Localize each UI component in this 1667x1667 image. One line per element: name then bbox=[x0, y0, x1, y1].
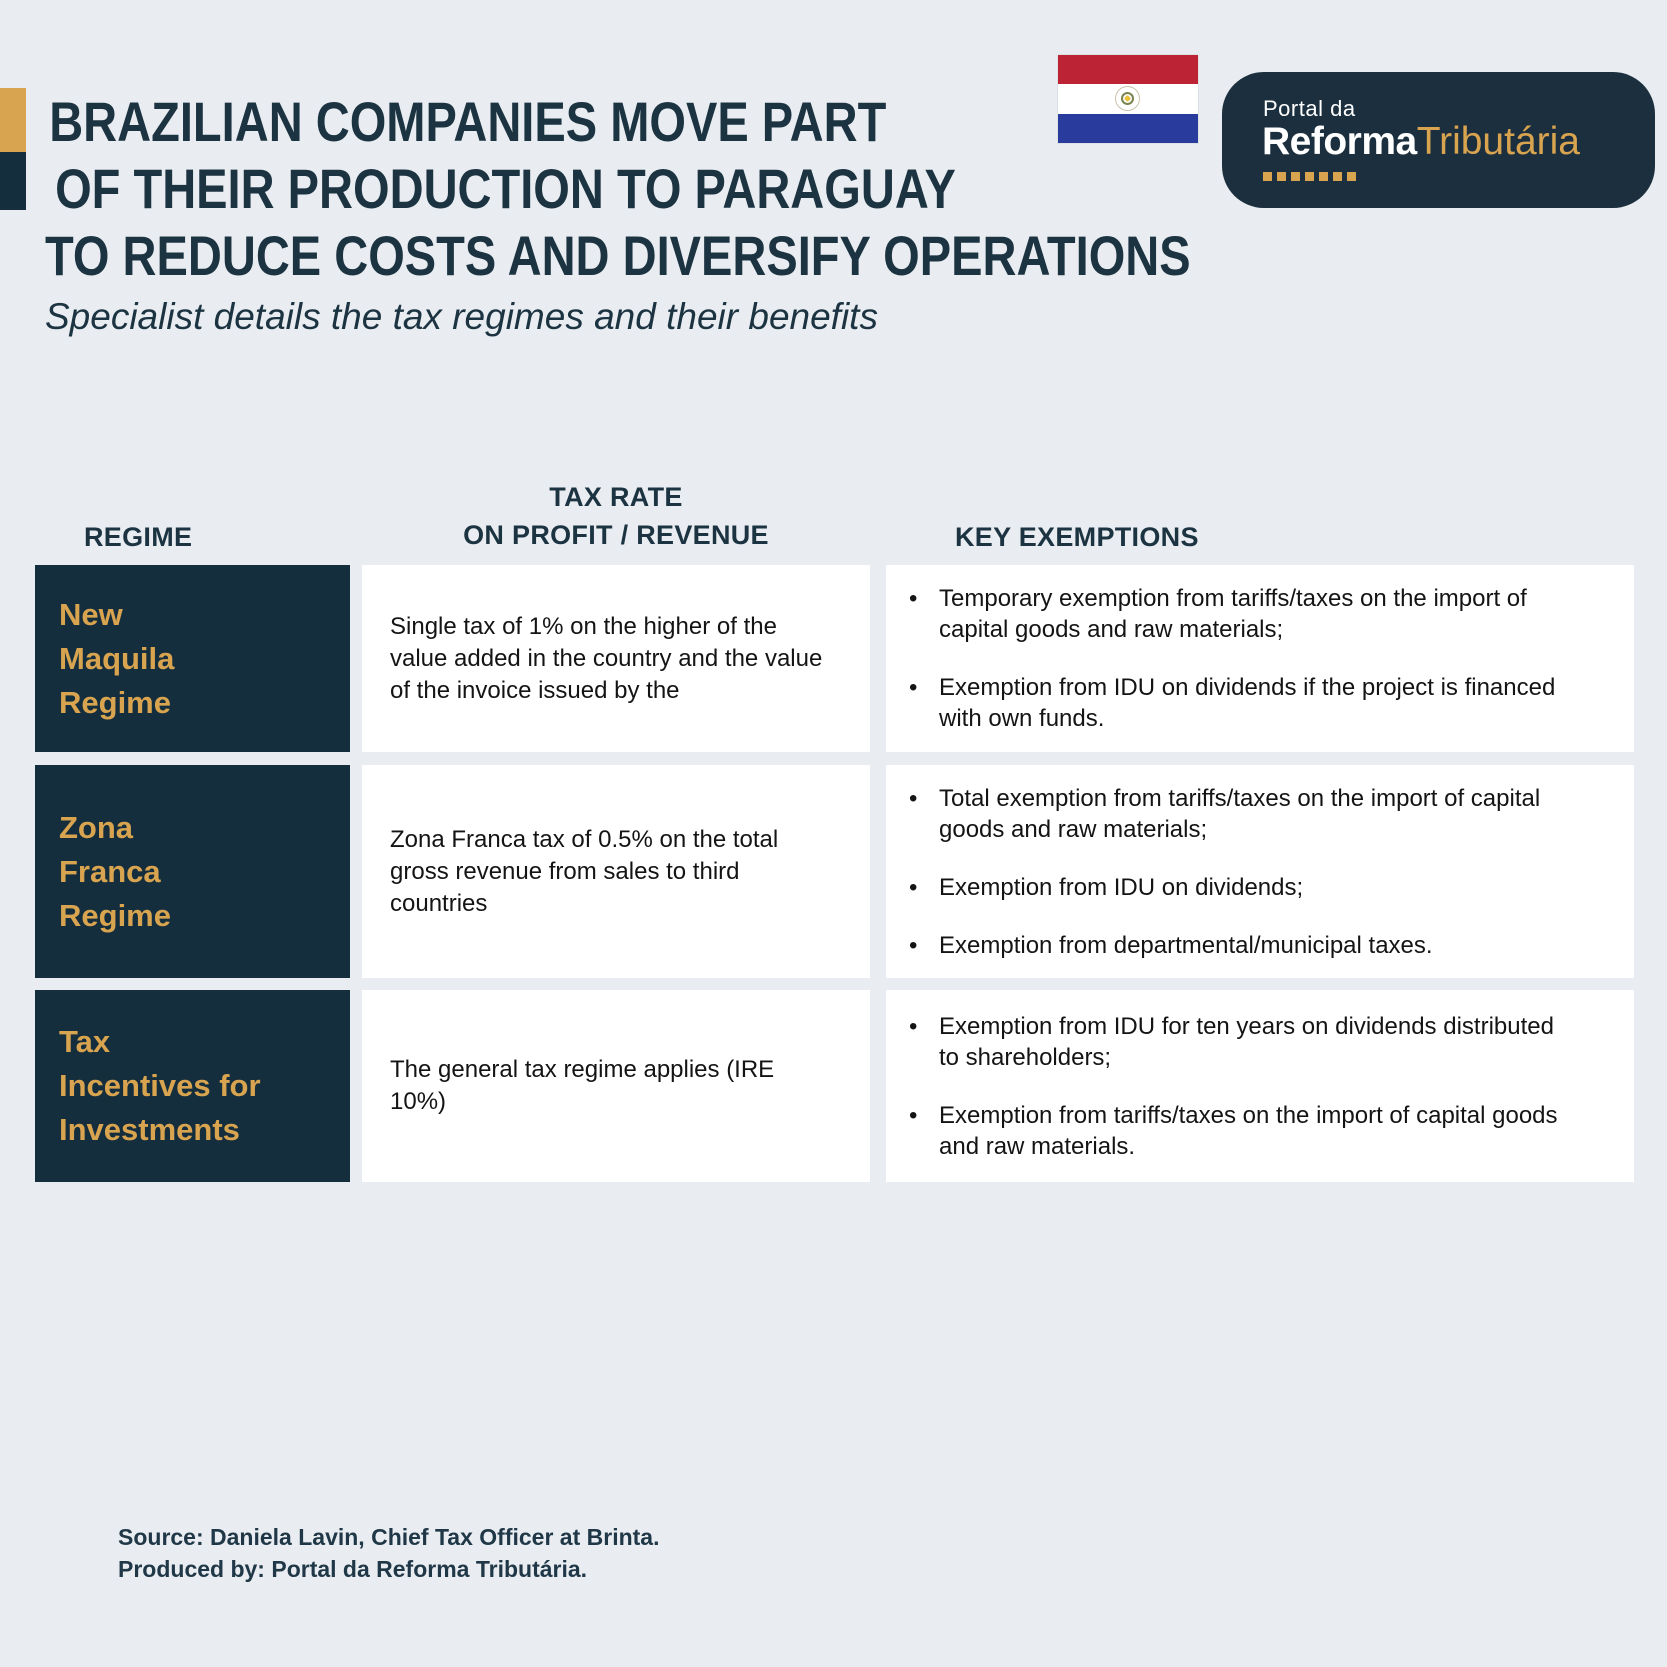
title-line-3: TO REDUCE COSTS AND DIVERSIFY OPERATIONS bbox=[45, 224, 1191, 287]
regime-cell-new-maquila: New Maquila Regime bbox=[35, 565, 350, 752]
column-header-key-exemptions: KEY EXEMPTIONS bbox=[955, 522, 1199, 552]
tax-rate-header-line-1: TAX RATE bbox=[549, 482, 683, 512]
left-accent-navy-bar bbox=[0, 152, 26, 210]
column-header-regime: REGIME bbox=[84, 522, 193, 552]
title-line-2: OF THEIR PRODUCTION TO PARAGUAY bbox=[55, 157, 956, 220]
bullet-icon: • bbox=[909, 674, 918, 701]
logo-portal-da: Portal da bbox=[1263, 96, 1356, 121]
tax-rate-cell-row-2: Zona Franca tax of 0.5% on the total gross revenue from sales to third countries bbox=[362, 765, 870, 978]
tax-rate-cell-row-1: Single tax of 1% on the higher of the value added in the country and the value of the invoice issued by the bbox=[362, 565, 870, 752]
exemptions-cell-row-2 bbox=[886, 765, 1634, 978]
tax-rate-header-line-2: ON PROFIT / REVENUE bbox=[463, 520, 769, 550]
list-item: • Exemption from IDU for ten years on dividends distributed to shareholders; bbox=[905, 1011, 1559, 1073]
bullet-icon: • bbox=[909, 585, 918, 612]
list-item: • Exemption from IDU on dividends; bbox=[905, 872, 1559, 903]
footer-source: Source: Daniela Lavin, Chief Tax Officer at Brinta. bbox=[118, 1524, 660, 1550]
list-item: • Exemption from departmental/municipal taxes. bbox=[905, 930, 1559, 961]
page-subtitle: Specialist details the tax regimes and their benefits bbox=[45, 296, 878, 337]
column-header-tax-rate bbox=[362, 478, 870, 554]
bullet-icon: • bbox=[909, 873, 918, 901]
footer-produced-by: Produced by: Portal da Reforma Tributária. bbox=[118, 1556, 588, 1582]
tax-rate-cell-row-3: The general tax regime applies (IRE 10%) bbox=[362, 990, 870, 1182]
logo-tributaria: Tributária bbox=[1416, 120, 1580, 163]
logo-reforma: Reforma bbox=[1262, 120, 1417, 163]
regime-cell-tax-incentives: Tax Incentives for Investments bbox=[35, 990, 350, 1182]
list-item: • Total exemption from tariffs/taxes on the import of capital goods and raw materials; bbox=[905, 783, 1559, 845]
page-title bbox=[45, 88, 1409, 289]
flag-red-stripe bbox=[1058, 55, 1198, 84]
list-item: • Temporary exemption from tariffs/taxes on the import of capital goods and raw materials; bbox=[905, 583, 1559, 645]
bullet-icon: • bbox=[909, 1101, 918, 1129]
bullet-icon: • bbox=[909, 931, 918, 959]
regime-cell-zona-franca: Zona Franca Regime bbox=[35, 765, 350, 978]
exemptions-cell-row-1 bbox=[886, 565, 1634, 752]
bullet-icon: • bbox=[909, 1012, 918, 1040]
exemptions-cell-row-3 bbox=[886, 990, 1634, 1182]
footer-credits bbox=[118, 1521, 660, 1585]
list-item: • Exemption from IDU on dividends if the project is financed with own funds. bbox=[905, 672, 1559, 734]
left-accent-gold-bar bbox=[0, 88, 26, 152]
title-line-1: BRAZILIAN COMPANIES MOVE PART bbox=[49, 90, 887, 153]
bullet-icon: • bbox=[909, 784, 918, 812]
list-item: • Exemption from tariffs/taxes on the import of capital goods and raw materials. bbox=[905, 1100, 1559, 1162]
